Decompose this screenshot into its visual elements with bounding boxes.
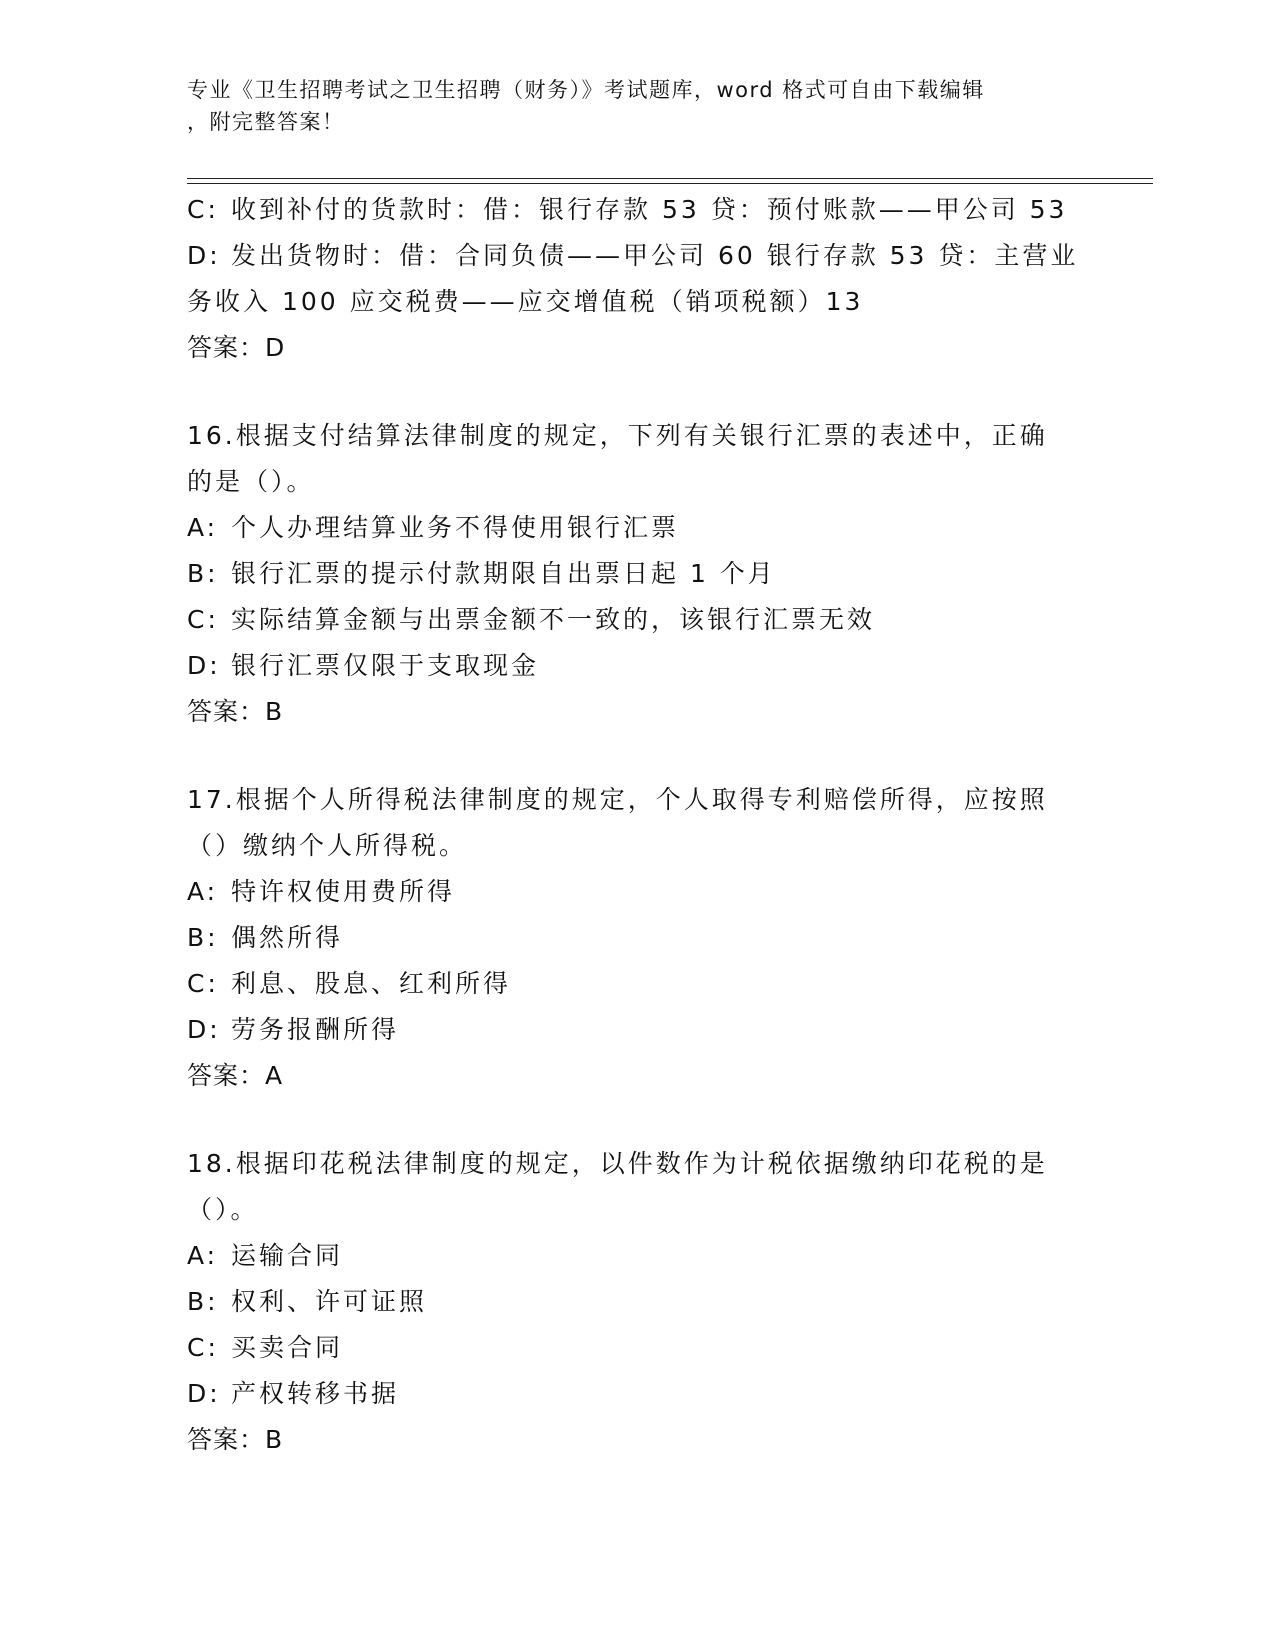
- option-label: D:: [187, 241, 221, 270]
- header-line-1: 专业《卫生招聘考试之卫生招聘（财务）》考试题库，word 格式可自由下载编辑: [187, 78, 985, 102]
- option-c: [187, 1325, 1077, 1371]
- option-d: [187, 1007, 1077, 1053]
- option-label: B:: [187, 559, 219, 588]
- option-text: 利息、股息、红利所得: [231, 969, 512, 998]
- option-b: [187, 551, 1077, 597]
- option-text: 特许权使用费所得: [231, 877, 456, 906]
- document-header: [187, 74, 1067, 138]
- option-c: [187, 597, 1077, 643]
- option-d: [187, 643, 1077, 689]
- question-stem-continued: 的是（）。: [187, 467, 315, 496]
- question-stem-continued: （）。: [187, 1195, 259, 1224]
- option-label: A:: [187, 513, 219, 542]
- option-b: [187, 1279, 1077, 1325]
- option-text: 劳务报酬所得: [231, 1015, 400, 1044]
- option-a: [187, 869, 1077, 915]
- option-label: C:: [187, 195, 219, 224]
- option-text: 个人办理结算业务不得使用银行汇票: [231, 513, 680, 542]
- question-stem: 18.根据印花税法律制度的规定，以件数作为计税依据缴纳印花税的是: [187, 1149, 1048, 1178]
- option-b: [187, 915, 1077, 961]
- answer: 答案：B: [187, 1425, 284, 1454]
- option-c: [187, 961, 1077, 1007]
- question-17: [187, 777, 1077, 1099]
- question-18: [187, 1141, 1077, 1463]
- header-line-2: ，附完整答案！: [187, 110, 345, 134]
- option-a: [187, 505, 1077, 551]
- option-label: C:: [187, 1333, 219, 1362]
- option-d-continued: 务收入 100 应交税费——应交增值税（销项税额）13: [187, 287, 864, 316]
- question-15-continuation: [187, 187, 1077, 371]
- option-label: B:: [187, 923, 219, 952]
- answer: 答案：D: [187, 333, 286, 362]
- option-text: 收到补付的货款时：借：银行存款 53 贷：预付账款——甲公司 53: [231, 195, 1068, 224]
- option-text: 银行汇票的提示付款期限自出票日起 1 个月: [231, 559, 776, 588]
- option-text: 银行汇票仅限于支取现金: [231, 651, 540, 680]
- option-label: D:: [187, 1015, 221, 1044]
- question-16: [187, 413, 1077, 735]
- option-label: D:: [187, 1379, 221, 1408]
- option-text: 买卖合同: [231, 1333, 344, 1362]
- option-label: C:: [187, 969, 219, 998]
- option-d: [187, 1371, 1077, 1417]
- answer: 答案：A: [187, 1061, 284, 1090]
- option-label: A:: [187, 1241, 219, 1270]
- answer: 答案：B: [187, 697, 284, 726]
- option-text: 权利、许可证照: [231, 1287, 428, 1316]
- option-text: 运输合同: [231, 1241, 344, 1270]
- question-stem-continued: （）缴纳个人所得税。: [187, 831, 468, 860]
- option-a: [187, 1233, 1077, 1279]
- option-c: [187, 187, 1077, 233]
- option-d: [187, 233, 1077, 279]
- header-divider-top: [187, 178, 1153, 179]
- option-text: 发出货物时：借：合同负债——甲公司 60 银行存款 53 贷：主营业: [231, 241, 1079, 270]
- option-text: 偶然所得: [231, 923, 344, 952]
- option-label: C:: [187, 605, 219, 634]
- document-body: [187, 187, 1077, 1463]
- question-stem: 17.根据个人所得税法律制度的规定，个人取得专利赔偿所得，应按照: [187, 785, 1048, 814]
- option-text: 实际结算金额与出票金额不一致的，该银行汇票无效: [231, 605, 876, 634]
- option-label: B:: [187, 1287, 219, 1316]
- option-text: 产权转移书据: [231, 1379, 400, 1408]
- option-label: D:: [187, 651, 221, 680]
- header-divider-bottom: [187, 183, 1153, 184]
- option-label: A:: [187, 877, 219, 906]
- question-stem: 16.根据支付结算法律制度的规定，下列有关银行汇票的表述中，正确: [187, 421, 1048, 450]
